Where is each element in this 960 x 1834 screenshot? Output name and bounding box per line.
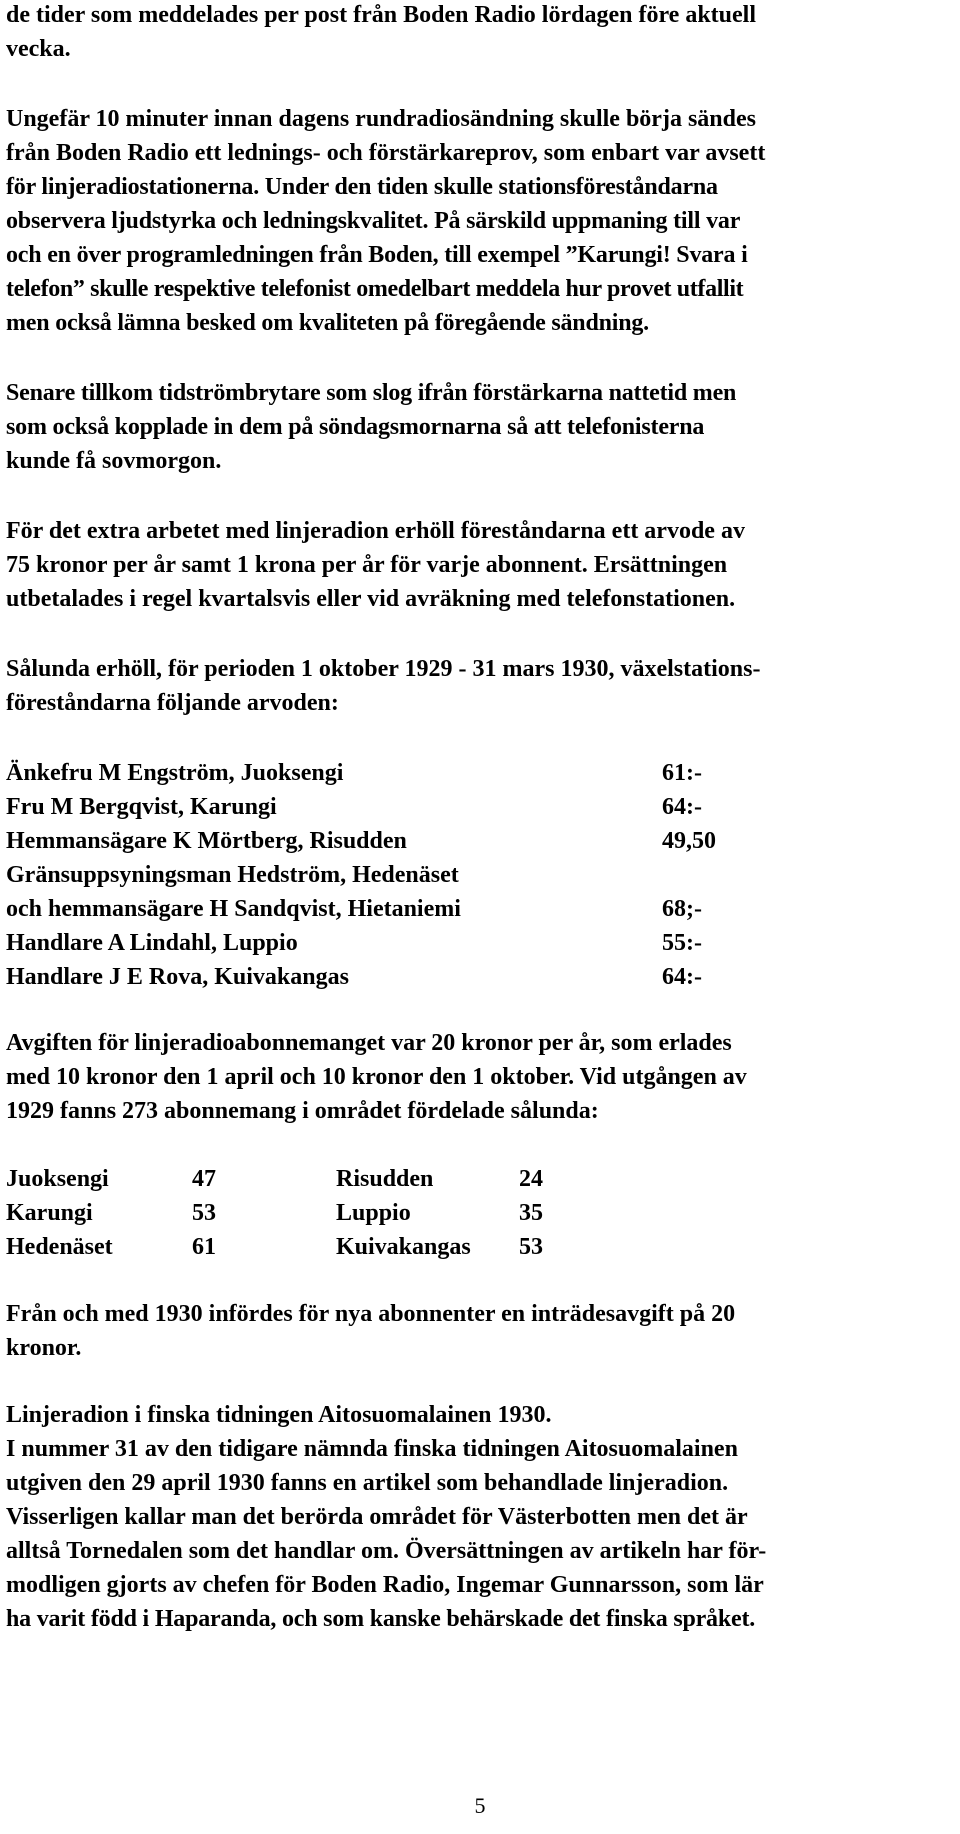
list-item [6, 926, 951, 960]
list-item [6, 790, 951, 824]
amount: 64:- [662, 794, 702, 820]
paragraph-arvode [6, 514, 951, 616]
text-line: och en över programledningen från Boden, till exempel ”Karungi! Svara i [6, 242, 748, 268]
amount: 55:- [662, 930, 702, 956]
text-line: vecka. [6, 36, 71, 62]
section-heading: Linjeradion i finska tidningen Aitosuomalainen 1930. [6, 1402, 552, 1428]
paragraph-ledningsprov [6, 102, 951, 340]
subscriber-count: 35 [519, 1200, 543, 1226]
paragraph-tidstrombrytare [6, 376, 951, 478]
text-line: För det extra arbetet med linjeradion erhöll föreståndarna ett arvode av [6, 518, 745, 544]
text-line: Visserligen kallar man det berörda området för Västerbotten men det är [6, 1504, 748, 1530]
amount: 61:- [662, 760, 702, 786]
paragraph-aitosuomalainen [6, 1398, 951, 1636]
subscriber-count: 47 [192, 1166, 216, 1192]
text-line: Sålunda erhöll, för perioden 1 oktober 1929 - 31 mars 1930, växelstations- [6, 656, 761, 682]
place-name: Karungi [6, 1200, 93, 1226]
subscriber-count: 61 [192, 1234, 216, 1260]
place-name: Luppio [336, 1200, 411, 1226]
text-line: Avgiften för linjeradioabonnemanget var 20 kronor per år, som erlades [6, 1030, 732, 1056]
amount: 68;- [662, 896, 702, 922]
text-line: kronor. [6, 1335, 82, 1361]
text-line: ha varit född i Haparanda, och som kanske behärskade det finska språket. [6, 1606, 756, 1632]
recipient-name: Gränsuppsyningsman Hedström, Hedenäset [6, 862, 459, 888]
text-line: med 10 kronor den 1 april och 10 kronor den 1 oktober. Vid utgången av [6, 1064, 747, 1090]
subscriber-count: 24 [519, 1166, 543, 1192]
recipient-name: Hemmansägare K Mörtberg, Risudden [6, 828, 407, 854]
table-row [6, 1230, 951, 1264]
abonnemang-table [6, 1162, 951, 1264]
amount: 49,50 [662, 828, 716, 854]
subscriber-count: 53 [192, 1200, 216, 1226]
recipient-name: Handlare J E Rova, Kuivakangas [6, 964, 349, 990]
text-line: från Boden Radio ett lednings- och förstärkareprov, som enbart var avsett [6, 140, 766, 166]
paragraph-intro [6, 0, 951, 66]
document-page [6, 0, 951, 1636]
list-item [6, 824, 951, 858]
page-number: 5 [474, 1793, 486, 1818]
text-line: kunde få sovmorgon. [6, 448, 222, 474]
text-line: 75 kronor per år samt 1 krona per år för varje abonnent. Ersättningen [6, 552, 728, 578]
text-line: för linjeradiostationerna. Under den tiden skulle stationsföreståndarna [6, 174, 718, 200]
list-item [6, 892, 951, 926]
text-line: utbetalades i regel kvartalsvis eller vid avräkning med telefonstationen. [6, 586, 736, 612]
arvoden-list [6, 756, 951, 994]
text-line: observera ljudstyrka och ledningskvalitet. På särskild uppmaning till var [6, 208, 741, 234]
place-name: Hedenäset [6, 1234, 113, 1260]
place-name: Risudden [336, 1166, 434, 1192]
place-name: Juoksengi [6, 1166, 109, 1192]
text-line: modligen gjorts av chefen för Boden Radio, Ingemar Gunnarsson, som lär [6, 1572, 764, 1598]
amount: 64:- [662, 964, 702, 990]
text-line: föreståndarna följande arvoden: [6, 690, 339, 716]
text-line: Från och med 1930 infördes för nya abonnenter en inträdesavgift på 20 [6, 1301, 736, 1327]
text-line: Senare tillkom tidströmbrytare som slog ifrån förstärkarna nattetid men [6, 380, 737, 406]
paragraph-arvoden-intro [6, 652, 951, 720]
table-row [6, 1162, 951, 1196]
list-item [6, 960, 951, 994]
recipient-name: och hemmansägare H Sandqvist, Hietaniemi [6, 896, 461, 922]
text-line: de tider som meddelades per post från Boden Radio lördagen före aktuell [6, 2, 757, 28]
list-item [6, 858, 951, 892]
list-item [6, 756, 951, 790]
recipient-name: Handlare A Lindahl, Luppio [6, 930, 298, 956]
table-row [6, 1196, 951, 1230]
paragraph-intradesavgift [6, 1297, 951, 1365]
subscriber-count: 53 [519, 1234, 543, 1260]
paragraph-avgift [6, 1026, 951, 1128]
text-line: telefon” skulle respektive telefonist omedelbart meddela hur provet utfallit [6, 276, 744, 302]
text-line: 1929 fanns 273 abonnemang i området fördelade sålunda: [6, 1098, 599, 1124]
text-line: som också kopplade in dem på söndagsmornarna så att telefonisterna [6, 414, 705, 440]
text-line: men också lämna besked om kvaliteten på föregående sändning. [6, 310, 649, 336]
text-line: alltså Tornedalen som det handlar om. Översättningen av artikeln har för- [6, 1538, 767, 1564]
text-line: I nummer 31 av den tidigare nämnda finska tidningen Aitosuomalainen [6, 1436, 738, 1462]
text-line: Ungefär 10 minuter innan dagens rundradiosändning skulle börja sändes [6, 106, 756, 132]
text-line: utgiven den 29 april 1930 fanns en artikel som behandlade linjeradion. [6, 1470, 729, 1496]
place-name: Kuivakangas [336, 1234, 471, 1260]
recipient-name: Änkefru M Engström, Juoksengi [6, 760, 344, 786]
recipient-name: Fru M Bergqvist, Karungi [6, 794, 277, 820]
